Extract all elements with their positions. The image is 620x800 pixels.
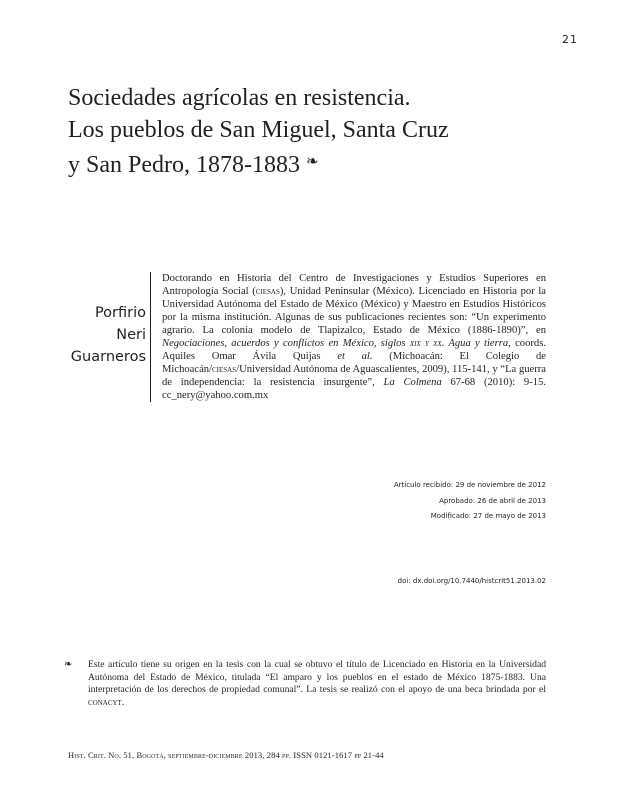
title-line-2: Los pueblos de San Miguel, Santa Cruz (68, 117, 449, 143)
author-bio-text: Doctorando en Historia del Centro de Investigaciones y Estudios Superiores en Antropología Social (ciesas), Unidad Peninsular (México). Licenciado en Historia por la Universidad Autónoma del Estado de México (México) y Maestro en Estudios Históricos por la misma institución. Algunas de sus publicaciones recientes son: “Un experimento agrario. La colonia modelo de Tlapizalco, Estado de México (1886-1890)”, en Negociaciones, acuerdos y conflictos en México, siglos xix y xx. Agua y tierra, coords. Aquiles Omar Ávila Quijas et al. (Michoacán: El Colegio de Michoacán/ciesas/Universidad Autónoma de Aguascalientes, 2009), 115-141, y “La guerra de independencia: la resistencia insurgente”, La Colmena 67-68 (2010): 9-15. cc_nery@yahoo.com.mx (162, 273, 547, 401)
book-title: Negociaciones, acuerdos y conflictos en México, siglos xix y xx. Agua y tierra (162, 338, 509, 349)
abbr-conacyt: conacyt (88, 696, 122, 708)
received-date: Artículo recibido: 29 de noviembre de 2012 (393, 481, 546, 489)
footnote-text: Este artículo tiene su origen en la tesis con la cual se obtuvo el título de Licenciado en Historia en la Universidad Autónoma del Estado de México, titulada “El amparo y los pueblos en el estado de México 1875-1883. Una interpretación de los derechos de propiedad comunal”. La tesis se realizó con el apoyo de una beca brindada por el conacyt. (88, 659, 546, 708)
page-number: 21 (562, 33, 578, 46)
article-dates (394, 478, 546, 525)
journal-title: La Colmena (383, 377, 442, 388)
abbr-ciesas: ciesas (255, 286, 280, 297)
footnote-fleuron-icon: ❧ (64, 659, 73, 670)
title-line-1: Sociedades agrícolas en resistencia. (68, 85, 411, 111)
title-line-3 (68, 146, 548, 181)
author-bio (150, 272, 546, 402)
doi-line (398, 577, 546, 585)
fleuron-icon: ❧ (305, 154, 319, 170)
et-al: et al. (337, 351, 373, 362)
approved-date: Aprobado: 26 de abril de 2013 (439, 496, 546, 505)
author-last-name: Guarneros (70, 349, 146, 365)
running-footer: Hist. Crit. No. 51, Bogotá, septiembre-diciembre 2013, 284 pp. ISSN 0121-1617 pp 21-44 (68, 750, 384, 760)
article-title (68, 82, 548, 181)
modified-date: Modificado: 27 de mayo de 2013 (430, 512, 546, 520)
footnote (64, 659, 546, 709)
author-first-name: Porfirio (94, 305, 146, 321)
abbr-ciesas-2: ciesas (212, 364, 237, 375)
title-line-3-text: y San Pedro, 1878-1883 (68, 152, 300, 178)
author-name (50, 302, 146, 368)
doi-text: doi: dx.doi.org/10.7440/histcrit51.2013.02 (397, 577, 546, 585)
author-middle-name: Neri (116, 327, 146, 343)
